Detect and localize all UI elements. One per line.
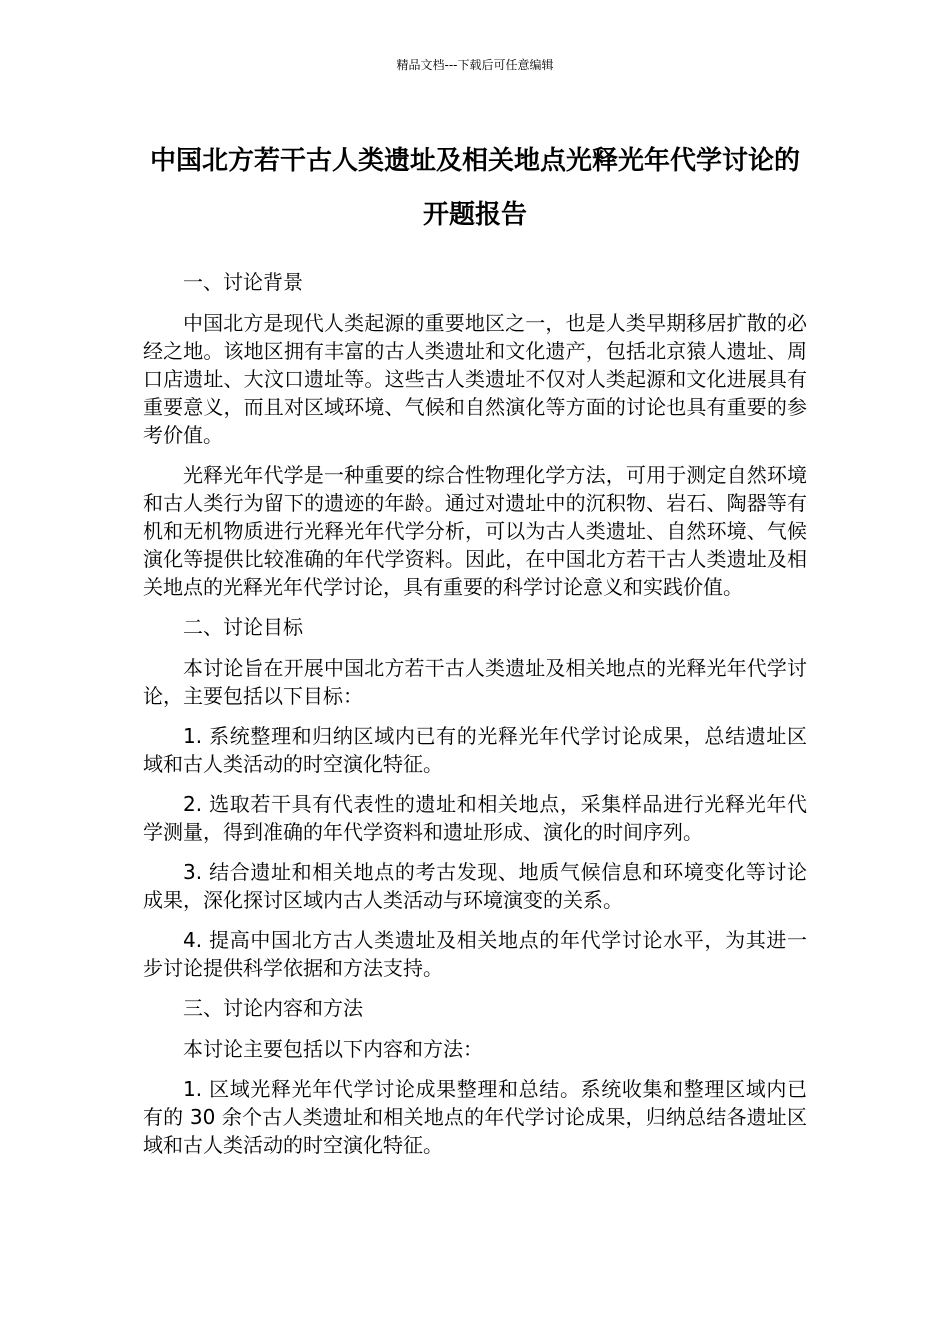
list-item-goal-4: 4. 提高中国北方古人类遗址及相关地点的年代学讨论水平，为其进一步讨论提供科学依据和方法支持。	[143, 928, 807, 980]
paragraph-goals-intro: 本讨论旨在开展中国北方若干古人类遗址及相关地点的光释光年代学讨论，主要包括以下目标：	[143, 656, 807, 708]
paragraph-background-2: 光释光年代学是一种重要的综合性物理化学方法，可用于测定自然环境和古人类行为留下的遗迹的年龄。通过对遗址中的沉积物、岩石、陶器等有机和无机物质进行光释光年代学分析，可以为古人类遗址、自然环境、气候演化等提供比较准确的年代学资料。因此，在中国北方若干古人类遗址及相关地点的光释光年代学讨论，具有重要的科学讨论意义和实践价值。	[143, 463, 807, 599]
list-item-goal-3: 3. 结合遗址和相关地点的考古发现、地质气候信息和环境变化等讨论成果，深化探讨区域内古人类活动与环境演变的关系。	[143, 860, 807, 912]
document-title: 中国北方若干古人类遗址及相关地点光释光年代学讨论的开题报告	[149, 146, 800, 230]
header-note: 精品文档---下载后可任意编辑	[396, 58, 554, 72]
document-body	[143, 268, 807, 1171]
list-item-goal-2: 2. 选取若干具有代表性的遗址和相关地点，采集样品进行光释光年代学测量，得到准确的年代学资料和遗址形成、演化的时间序列。	[143, 792, 807, 844]
paragraph-background-1: 中国北方是现代人类起源的重要地区之一，也是人类早期移居扩散的必经之地。该地区拥有丰富的古人类遗址和文化遗产，包括北京猿人遗址、周口店遗址、大汶口遗址等。这些古人类遗址不仅对人类起源和文化进展具有重要意义，而且对区域环境、气候和自然演化等方面的讨论也具有重要的参考价值。	[143, 311, 807, 447]
section-heading-goals: 二、讨论目标	[183, 615, 303, 639]
paragraph-methods-intro: 本讨论主要包括以下内容和方法：	[183, 1037, 483, 1061]
list-item-method-1: 1. 区域光释光年代学讨论成果整理和总结。系统收集和整理区域内已有的 30 余个古人类遗址和相关地点的年代学讨论成果，归纳总结各遗址区域和古人类活动的时空演化特征。	[143, 1077, 807, 1157]
list-item-goal-1: 1. 系统整理和归纳区域内已有的光释光年代学讨论成果，总结遗址区域和古人类活动的时空演化特征。	[143, 724, 807, 776]
section-heading-background: 一、讨论背景	[183, 270, 303, 294]
section-heading-methods: 三、讨论内容和方法	[183, 996, 363, 1020]
